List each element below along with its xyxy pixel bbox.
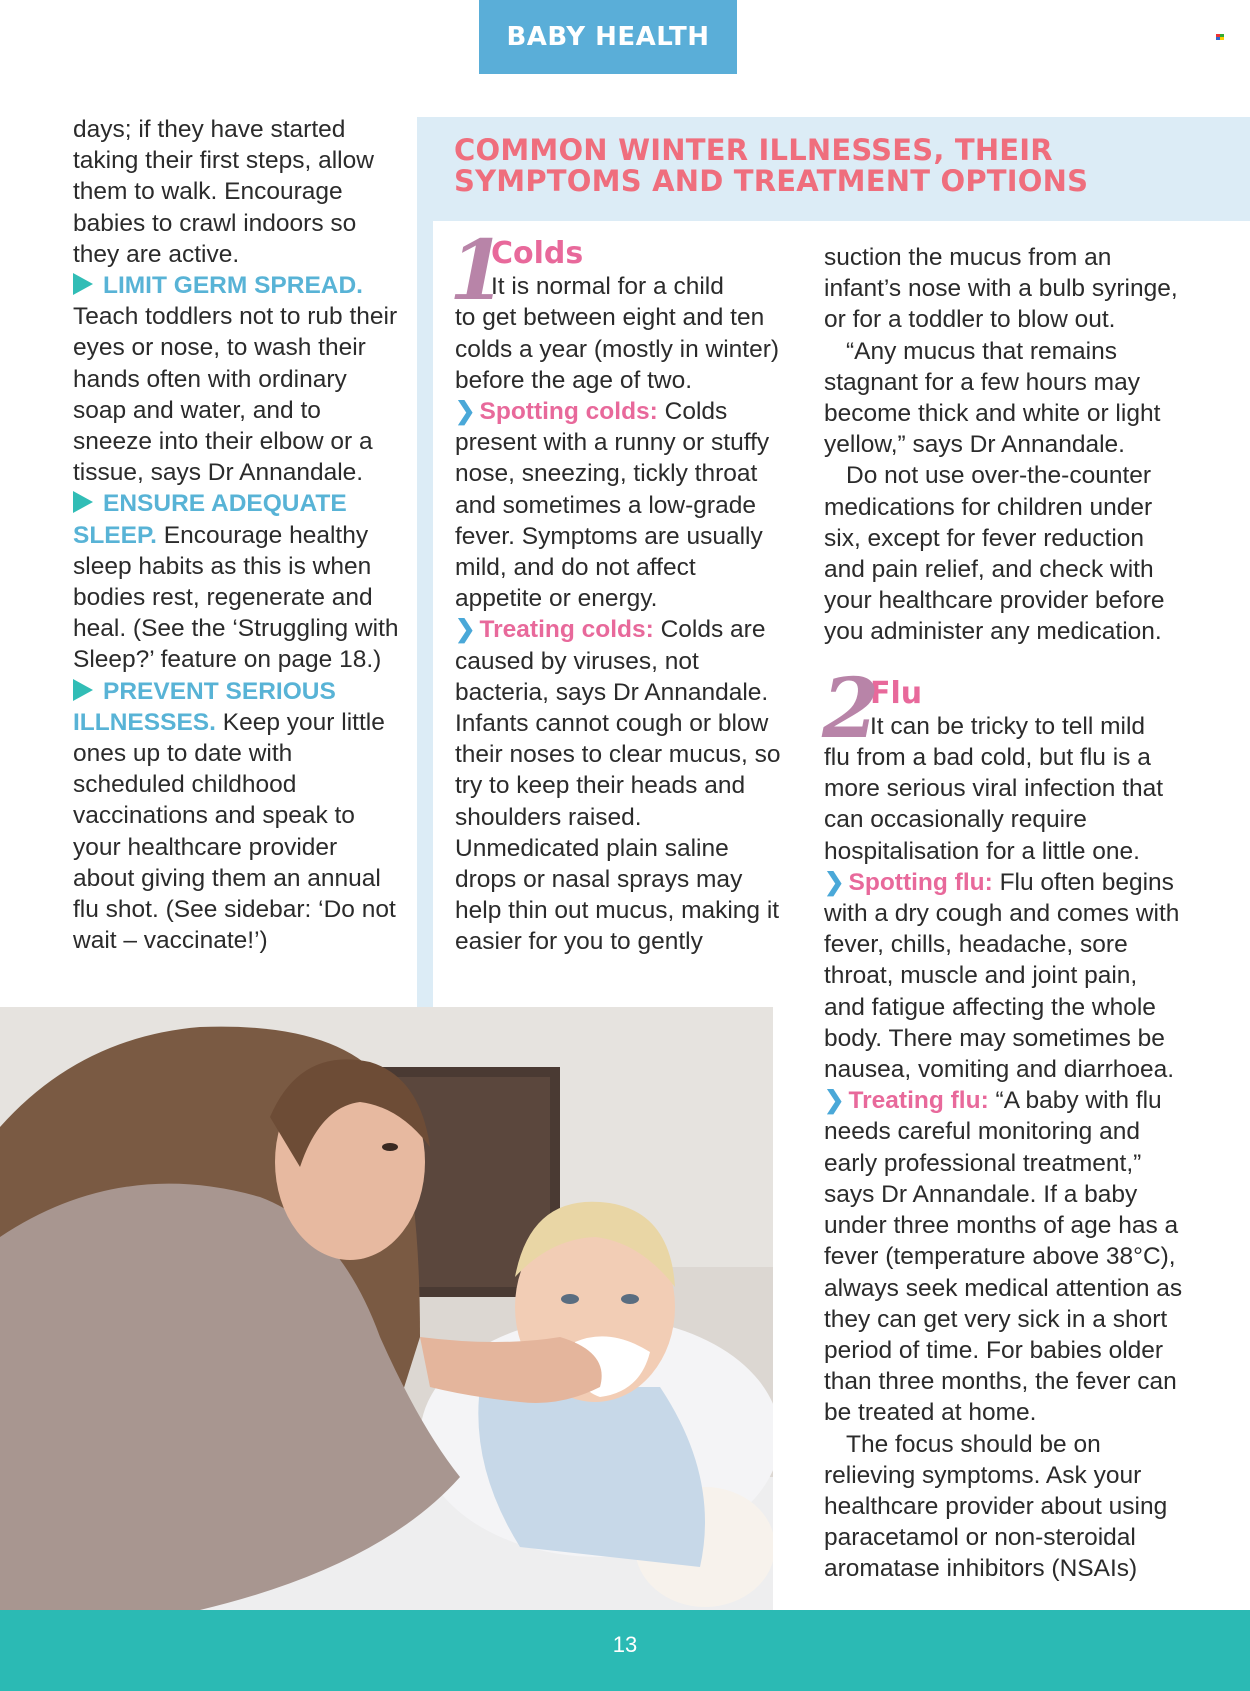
left-intro: days; if they have started taking their first steps, allow them to walk. Encourage babies to crawl indoors so they are active. <box>73 116 374 268</box>
bullet-body: Keep your little ones up to date with scheduled childhood vaccinations and speak to your healthcare provider about giving them an annual flu shot. (See sidebar: ‘Do not wait – vaccinate!’) <box>73 708 396 955</box>
colds-continued: suction the mucus from an infant’s nose with a bulb syringe, or for a toddler to blow out. <box>824 244 1178 334</box>
flu-number: 2 <box>822 660 880 757</box>
chevron-right-icon: ❯ <box>824 1087 845 1115</box>
bullet-ensure-adequate-sleep <box>73 488 403 675</box>
colds-title: Colds <box>491 236 584 271</box>
spotting-colds-text: Colds present with a runny or stuffy nose, sneezing, tickly throat and sometimes a low-grade fever. Symptoms are usually mild, and do not affect appetite or energy. <box>455 398 770 613</box>
treating-colds-label: Treating colds: <box>479 616 654 644</box>
bullet-body: Teach toddlers not to rub their eyes or nose, to wash their hands often with ordinary soap and water, and to sneeze into their elbow or a tissue, says Dr Annandale. <box>73 303 398 487</box>
triangle-bullet-icon <box>73 273 93 295</box>
bullet-limit-germ-spread <box>73 270 403 488</box>
flu-treating <box>824 1085 1184 1428</box>
flu-column <box>824 242 1184 1585</box>
triangle-bullet-icon <box>73 491 93 513</box>
chevron-right-icon: ❯ <box>455 616 476 644</box>
corner-mark-icon <box>1216 34 1224 40</box>
colds-intro-rest: to get between eight and ten colds a year (mostly in winter) before the age of two. <box>455 304 780 394</box>
colds-para2: “Any mucus that remains stagnant for a few hours may become thick and white or light yellow,” says Dr Annandale. <box>824 337 1161 459</box>
colds-column <box>449 223 785 958</box>
colds-para3: Do not use over-the-counter medications for children under six, except for fever reduction and pain relief, and check with your healthcare provider before you administer any medication. <box>824 462 1165 646</box>
colds-treating <box>455 614 785 957</box>
bullet-prevent-serious-illnesses <box>73 676 403 957</box>
bullet-heading: LIMIT GERM SPREAD. <box>103 272 363 300</box>
flu-spotting <box>824 867 1184 1085</box>
spotting-flu-label: Spotting flu: <box>848 868 993 896</box>
treating-colds-text: Colds are caused by viruses, not bacteria, says Dr Annandale. Infants cannot cough or blow their noses to clear mucus, so try to keep their heads and shoulders raised. Unmedicated plain saline drops or nasal sprays may help thin out mucus, making it easier for you to gently <box>455 616 781 956</box>
colds-intro-first: It is normal for a child <box>491 273 724 301</box>
spotting-colds-label: Spotting colds: <box>479 398 658 426</box>
chevron-right-icon: ❯ <box>455 398 476 426</box>
left-column <box>73 114 403 956</box>
bullet-heading: PREVENT SERIOUS ILLNESSES. <box>73 677 336 736</box>
colds-number: 1 <box>449 223 507 319</box>
section-tab: BABY HEALTH <box>479 0 737 74</box>
page-number: 13 <box>612 1632 638 1657</box>
bullet-body: Encourage healthy sleep habits as this is when bodies rest, regenerate and heal. (See the ‘Struggling with Sleep?’ feature on page 18.) <box>73 521 399 674</box>
flu-intro-first: It can be tricky to tell mild <box>870 712 1146 740</box>
feature-title: COMMON WINTER ILLNESSES, THEIR SYMPTOMS AND TREATMENT OPTIONS <box>454 133 1089 198</box>
treating-flu-label: Treating flu: <box>848 1087 989 1115</box>
flu-section <box>822 660 1184 867</box>
spotting-flu-text: Flu often begins with a dry cough and comes with fever, chills, headache, sore throat, muscle and joint pain, and fatigue affecting the whole body. There may sometimes be nausea, vomiting and diarrhoea. <box>824 868 1180 1084</box>
chevron-right-icon: ❯ <box>824 868 845 896</box>
flu-title: Flu <box>870 675 923 711</box>
flu-para2: The focus should be on relieving symptoms. Ask your healthcare provider about using paracetamol or non-steroidal aromatase inhibitors (NSAIs) <box>824 1430 1168 1583</box>
colds-section <box>449 223 785 396</box>
triangle-bullet-icon <box>73 679 93 701</box>
photo-illustration <box>0 1007 773 1610</box>
bullet-heading: ENSURE ADEQUATE SLEEP. <box>73 490 347 549</box>
colds-spotting <box>455 396 785 614</box>
treating-flu-text: “A baby with flu needs careful monitoring and early professional treatment,” says Dr Annandale. If a baby under three months of age has a fever (temperature above 38°C), always seek medical attention as they can get very sick in a short period of time. For babies older than three months, the fever can be treated at home. <box>824 1087 1183 1427</box>
mother-baby-photo <box>0 1007 773 1610</box>
flu-intro-rest: flu from a bad cold, but flu is a more serious viral infection that can occasionally require hospitalisation for a little one. <box>824 744 1164 865</box>
